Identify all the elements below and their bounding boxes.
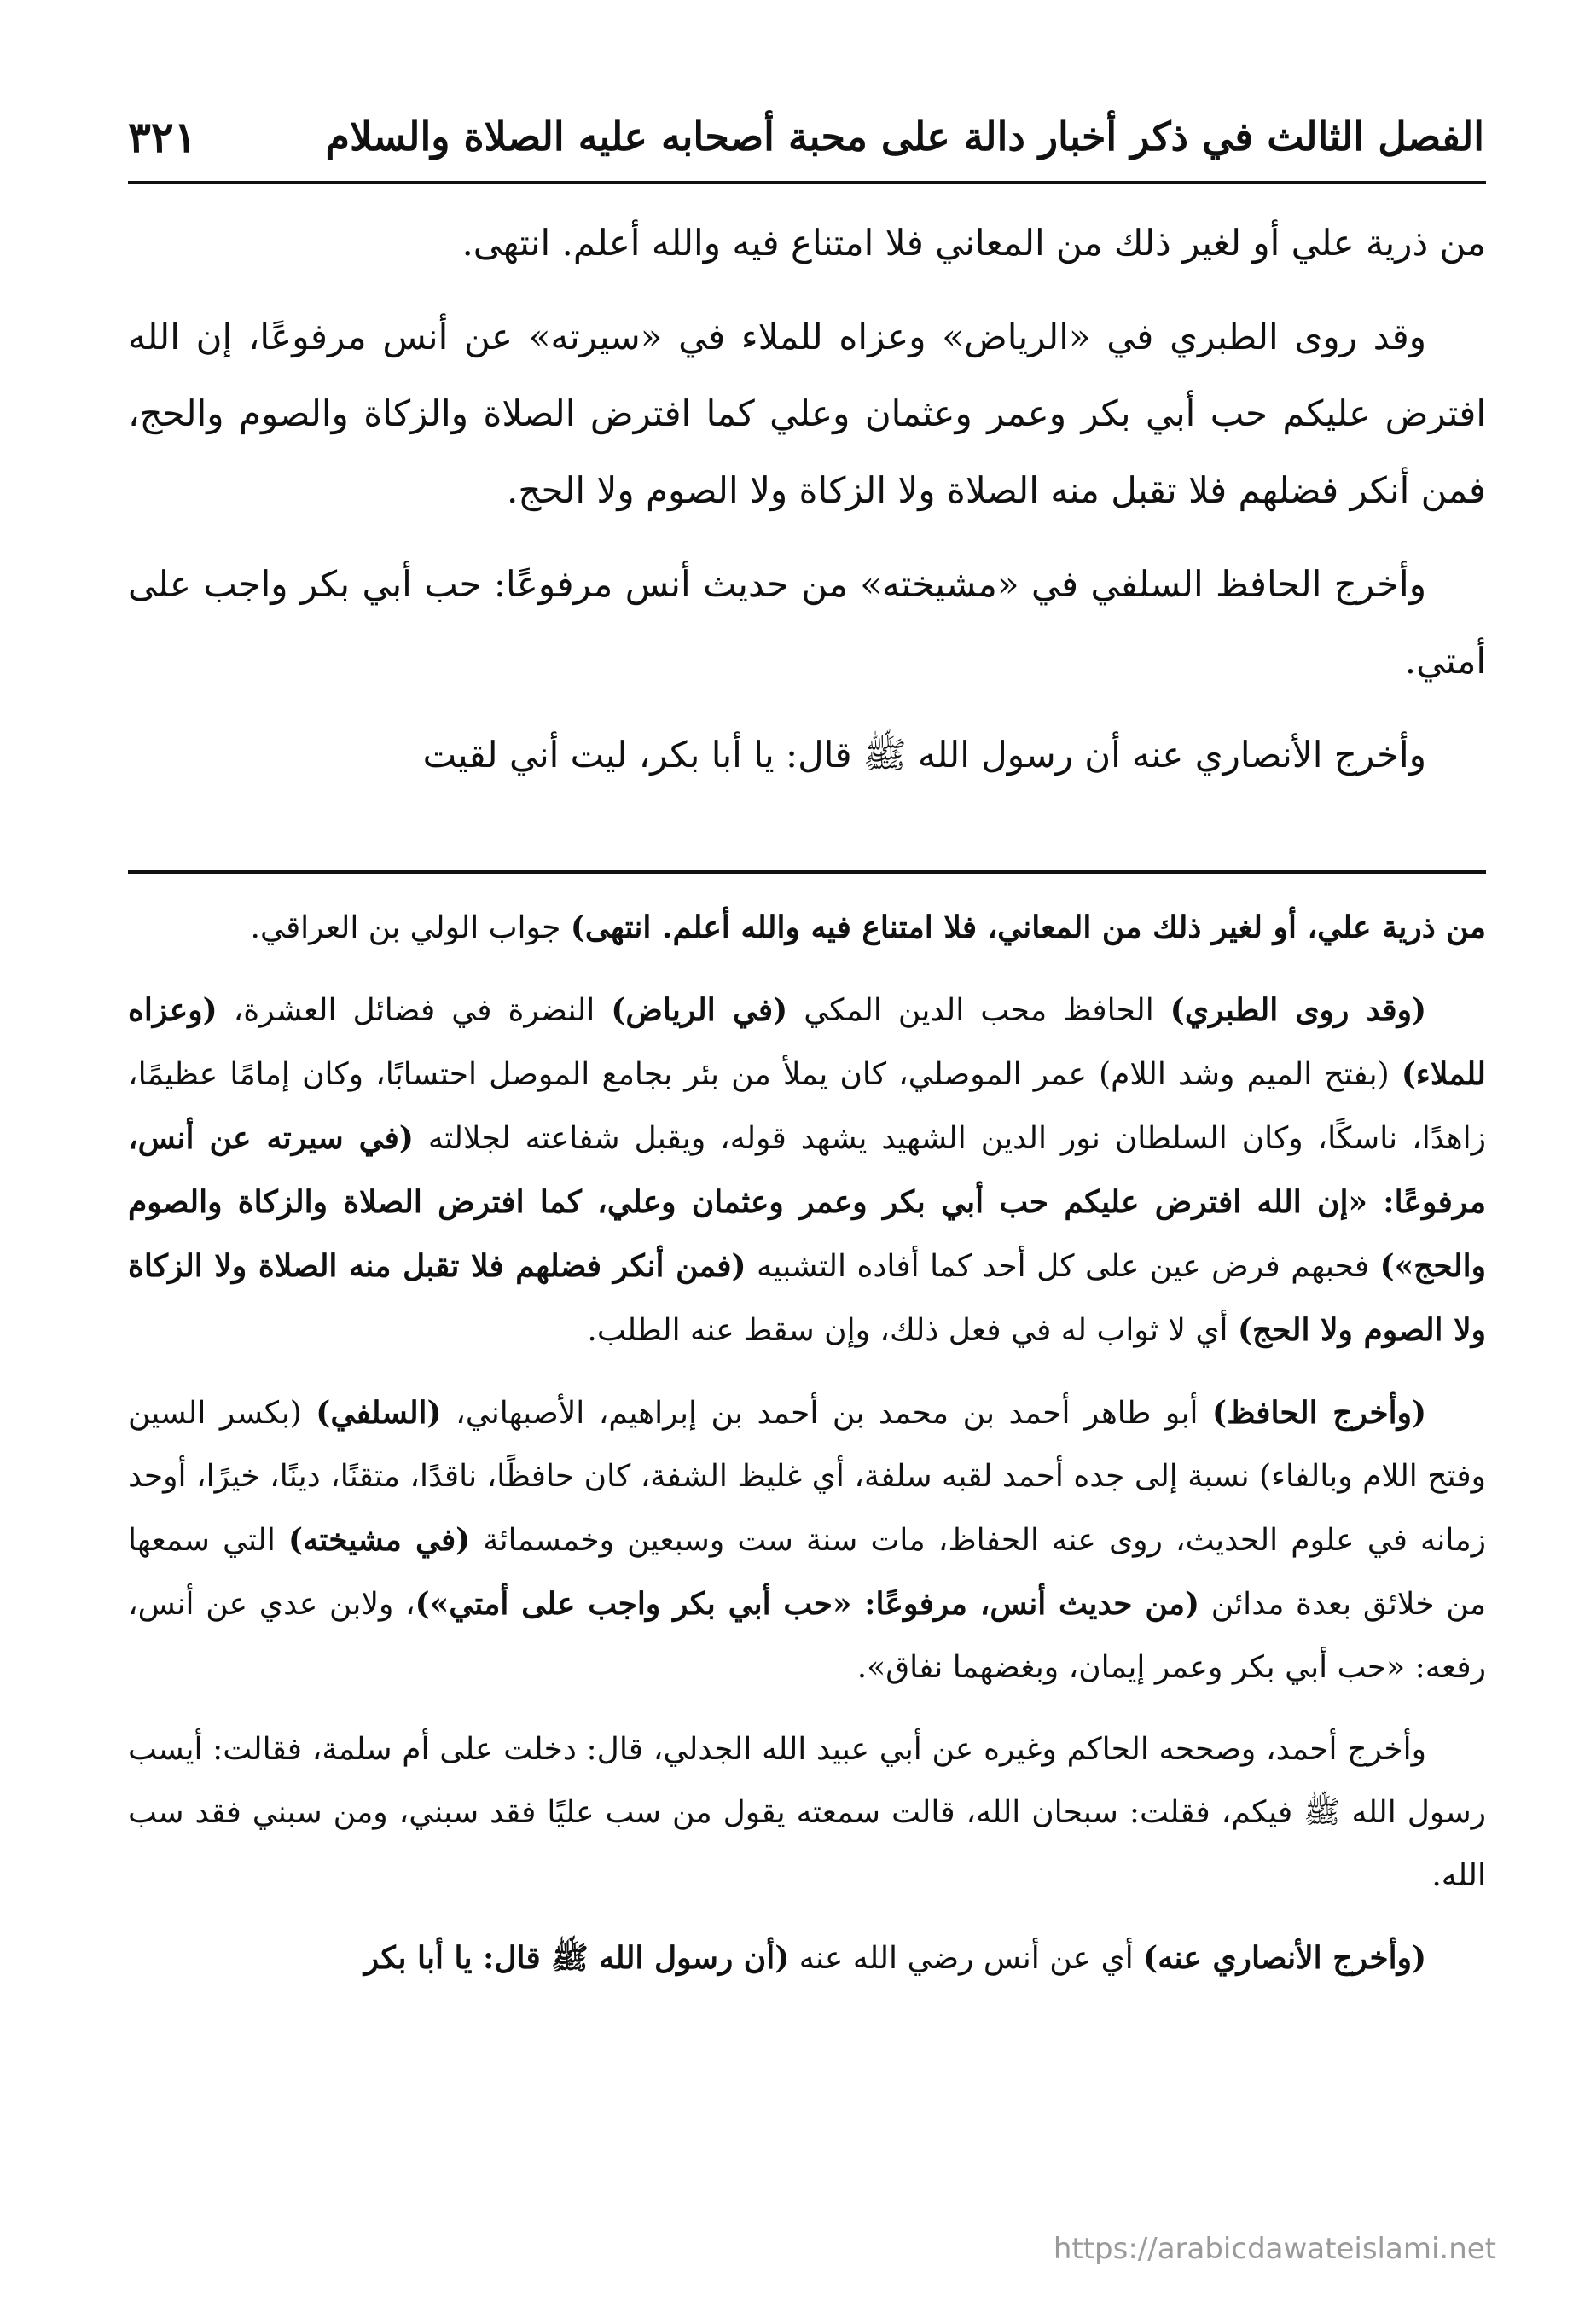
matn-quote: (في مشيخته) [288, 1522, 471, 1558]
main-paragraph-2: وقد روى الطبري في «الرياض» وعزاه للملاء في «سيرته» عن أنس مرفوعًا، إن الله افترض عليكم حب أبي بكر وعمر وعثمان وعلي كما افترض الصلاة والزكاة والصوم والحج، فمن أنكر فضلهم فلا تقبل منه الصلاة ولا الزكاة ولا الصوم ولا الحج. [128, 316, 1486, 511]
sharh-text: (بكسر السين وفتح اللام وبالفاء) نسبة إلى جده أحمد لقبه سلفة، أي غليظ الشفة، كان حافظًا، ناقدًا، متقنًا، دينًا، خيرًا، أوحد زمانه في علوم الحديث، روى عنه الحفاظ، مات سنة ست وسبعين وخمسمائة [128, 1396, 1487, 1558]
main-paragraph-3: وأخرج الحافظ السلفي في «مشيخته» من حديث أنس مرفوعًا: حب أبي بكر واجب على أمتي. [128, 563, 1486, 682]
matn-quote: (في الرياض) [611, 992, 788, 1028]
sharh-text: أي عن أنس رضي الله عنه [789, 1941, 1144, 1976]
matn-quote: (السلفي) [316, 1395, 442, 1431]
watermark-url: https://arabicdawateislami.net [1053, 2232, 1496, 2266]
main-paragraph-1: من ذرية علي أو لغير ذلك من المعاني فلا امتناع فيه والله أعلم. انتهى. [461, 222, 1486, 264]
commentary-paragraph-1 [128, 896, 1486, 960]
commentary-paragraph-5 [128, 1926, 1486, 1990]
matn-quote: (وعزاه للملاء) [128, 992, 1486, 1092]
running-header [128, 102, 1484, 171]
matn-quote: من ذرية علي، أو لغير ذلك من المعاني، فلا امتناع فيه والله أعلم. انتهى) [570, 909, 1486, 945]
commentary-paragraph-2 [128, 979, 1486, 1362]
commentary-separator [128, 870, 1486, 874]
sharh-text: الحافظ محب الدين المكي [787, 993, 1170, 1028]
matn-quote: (وأخرج الأنصاري عنه) [1143, 1940, 1426, 1976]
chapter-title: الفصل الثالث في ذكر أخبار دالة على محبة أصحابه عليه الصلاة والسلام [325, 113, 1484, 160]
sharh-text: (بفتح الميم وشد اللام) عمر الموصلي، كان يملأ من بئر بجامع الموصل احتسابًا، وكان إمامًا عظيمًا، زاهدًا، ناسكًا، وكان السلطان نور الدين الشهيد يشهد قوله، ويقبل شفاعته لجلالته [128, 1057, 1486, 1156]
commentary-paragraph-4: وأخرج أحمد، وصححه الحاكم وغيره عن أبي عبيد الله الجدلي، قال: دخلت على أم سلمة، فقالت: أيسب رسول الله ﷺ فيكم، فقلت: سبحان الله، قالت سمعته يقول من سب عليًا فقد سبني، ومن سبني فقد سب الله. [128, 1732, 1486, 1893]
matn-quote: (من حديث أنس، مرفوعًا: «حب أبي بكر واجب على أمتي») [415, 1586, 1200, 1622]
header-rule [128, 181, 1486, 184]
sharh-text: التي سمعها من خلائق بعدة مدائن [128, 1523, 1486, 1622]
commentary-text [128, 896, 1486, 2009]
matn-quote: (أن رسول الله ﷺ قال: يا أبا بكر [363, 1940, 790, 1976]
sharh-text: ، ولابن عدي عن أنس، رفعه: «حب أبي بكر وعمر إيمان، وبغضهما نفاق». [128, 1587, 1486, 1685]
sharh-text: النضرة في فضائل العشرة، [217, 993, 612, 1028]
matn-quote: (في سيرته عن أنس، مرفوعًا: «إن الله افترض عليكم حب أبي بكر وعمر وعثمان وعلي، كما افترض الصلاة والزكاة والصوم والحج») [128, 1120, 1486, 1284]
matn-quote: (وأخرج الحافظ) [1212, 1395, 1426, 1431]
sharh-text: جواب الولي بن العراقي. [250, 910, 571, 945]
main-paragraph-4: وأخرج الأنصاري عنه أن رسول الله ﷺ قال: يا أبا بكر، ليت أني لقيت [422, 734, 1426, 776]
sharh-text: فحبهم فرض عين على كل أحد كما أفاده التشبيه [746, 1249, 1380, 1284]
sharh-text: أبو طاهر أحمد بن محمد بن أحمد بن إبراهيم، الأصبهاني، [441, 1396, 1213, 1431]
matn-quote: (وقد روى الطبري) [1170, 992, 1426, 1028]
main-text [128, 205, 1486, 810]
matn-quote: (فمن أنكر فضلهم فلا تقبل منه الصلاة ولا الزكاة ولا الصوم ولا الحج) [128, 1248, 1486, 1348]
page-number: ٣٢١ [128, 111, 197, 162]
sharh-text: أي لا ثواب له في فعل ذلك، وإن سقط عنه الطلب. [587, 1313, 1238, 1348]
commentary-paragraph-3 [128, 1381, 1486, 1699]
